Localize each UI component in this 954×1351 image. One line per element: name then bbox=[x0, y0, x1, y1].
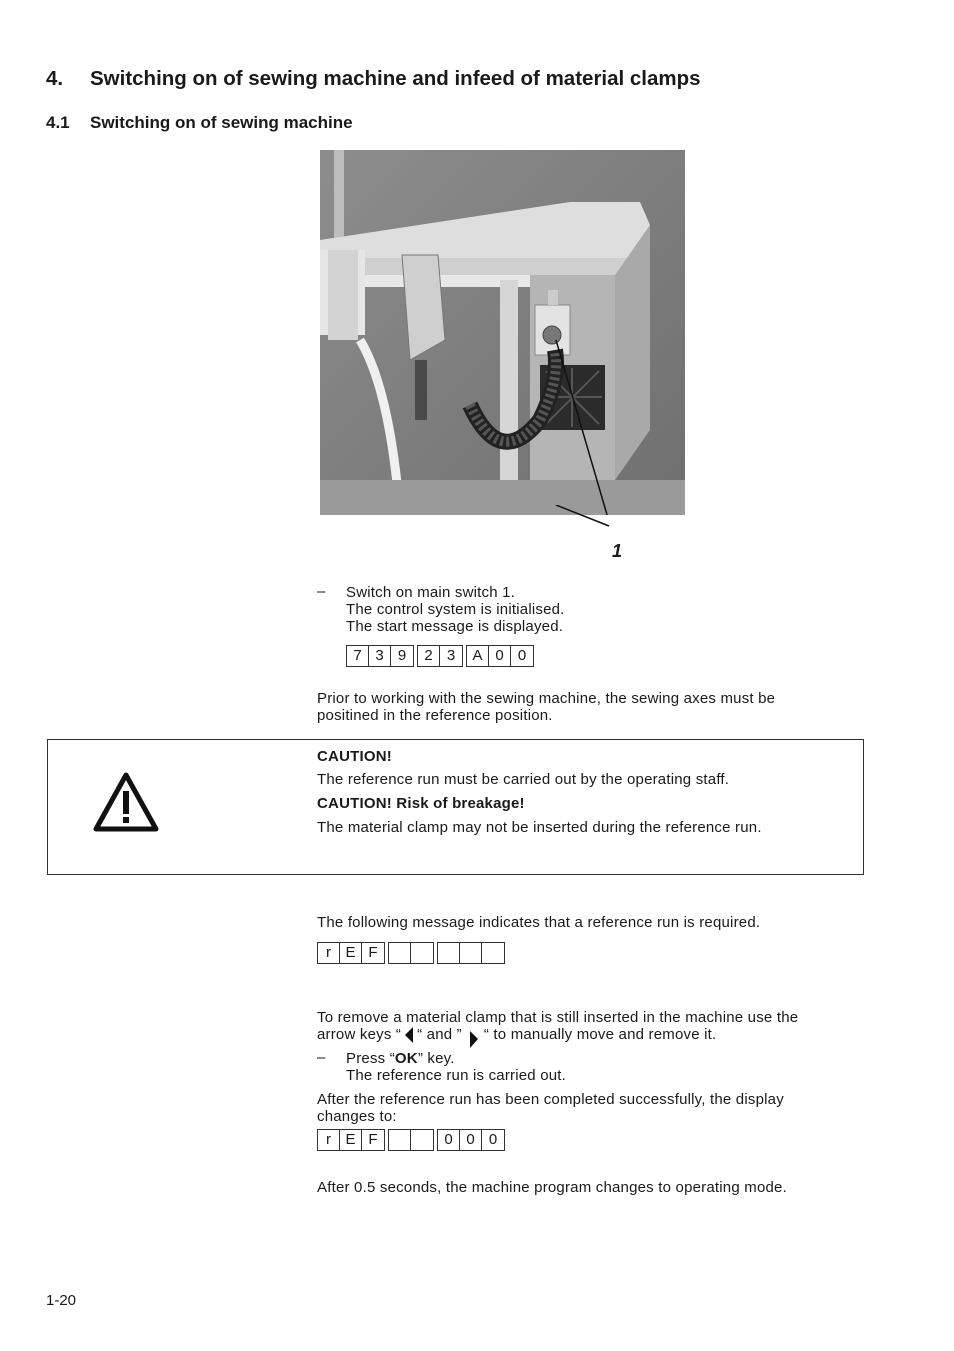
machine-photo bbox=[320, 150, 685, 515]
display-ref-done bbox=[317, 1129, 508, 1151]
remove-line2 bbox=[317, 1026, 716, 1049]
display-cell bbox=[482, 943, 504, 963]
caution1-text: The reference run must be carried out by the operating staff. bbox=[317, 771, 730, 788]
display-group bbox=[317, 942, 385, 964]
display-cell: F bbox=[368, 944, 378, 961]
step1-line1: Switch on main switch 1. bbox=[346, 584, 516, 601]
after-line1: After the reference run has been completed successfully, the display bbox=[317, 1091, 784, 1108]
display-cell bbox=[460, 943, 482, 963]
after-paragraph bbox=[317, 1091, 784, 1125]
display-cell: 7 bbox=[347, 646, 369, 666]
display-cell bbox=[411, 943, 433, 963]
callout-leader-line bbox=[550, 505, 620, 530]
ok-key-label: OK bbox=[394, 1050, 418, 1067]
subsection-heading bbox=[46, 113, 353, 133]
step2-text bbox=[346, 1050, 566, 1084]
arrow-right-key-icon bbox=[462, 1027, 484, 1049]
display-cell bbox=[389, 1130, 411, 1150]
display-cell: 0 bbox=[489, 646, 511, 666]
section-title: Switching on of sewing machine and infeed of material clamps bbox=[90, 67, 701, 90]
step1-line2: The control system is initialised. bbox=[346, 601, 565, 618]
display-ref-required bbox=[317, 942, 508, 964]
display-cell: 9 bbox=[397, 647, 407, 664]
display-group bbox=[346, 645, 414, 667]
display-cell: 3 bbox=[369, 646, 391, 666]
callout-label: 1 bbox=[612, 541, 623, 561]
caution2-text: The material clamp may not be inserted during the reference run. bbox=[317, 819, 762, 836]
display-cell bbox=[411, 1130, 433, 1150]
display-group bbox=[388, 942, 434, 964]
display-cell: F bbox=[368, 1131, 378, 1148]
display-cell: A bbox=[467, 646, 489, 666]
caution2-title: CAUTION! Risk of breakage! bbox=[317, 795, 525, 812]
warning-triangle-icon bbox=[92, 771, 160, 833]
page-number: 1-20 bbox=[46, 1292, 77, 1309]
display-cell: E bbox=[340, 943, 362, 963]
display-group bbox=[437, 1129, 505, 1151]
following-paragraph: The following message indicates that a reference run is required. bbox=[317, 914, 761, 931]
list-dash: – bbox=[317, 1049, 326, 1066]
display-group bbox=[388, 1129, 434, 1151]
arrow-left-key-icon bbox=[401, 1026, 417, 1044]
section-heading bbox=[46, 67, 701, 91]
step1-line3: The start message is displayed. bbox=[346, 618, 564, 635]
display-cell: E bbox=[340, 1130, 362, 1150]
display-group bbox=[437, 942, 505, 964]
step2-post: ” key. bbox=[417, 1050, 455, 1067]
subsection-number: 4.1 bbox=[46, 113, 70, 132]
step2-line2: The reference run is carried out. bbox=[346, 1067, 567, 1084]
display-cell: 2 bbox=[418, 646, 440, 666]
prior-paragraph bbox=[317, 690, 775, 724]
display-cell bbox=[389, 943, 411, 963]
display-cell: 0 bbox=[460, 1130, 482, 1150]
display-cell: r bbox=[318, 943, 340, 963]
remove-line2-part3: “ to manually move and remove it. bbox=[483, 1026, 717, 1043]
step1-text bbox=[346, 584, 565, 635]
subsection-title: Switching on of sewing machine bbox=[90, 113, 353, 132]
remove-line1: To remove a material clamp that is still inserted in the machine use the bbox=[317, 1009, 799, 1026]
prior-line2: positined in the reference position. bbox=[317, 707, 553, 724]
display-cell: 0 bbox=[517, 647, 527, 664]
after-line2: changes to: bbox=[317, 1108, 397, 1125]
caution1-title: CAUTION! bbox=[317, 748, 392, 765]
display-group bbox=[317, 1129, 385, 1151]
display-cell: 0 bbox=[488, 1131, 498, 1148]
final-paragraph: After 0.5 seconds, the machine program changes to operating mode. bbox=[317, 1179, 787, 1196]
display-cell: r bbox=[318, 1130, 340, 1150]
display-cell bbox=[438, 943, 460, 963]
display-group bbox=[466, 645, 534, 667]
remove-line2-part2: “ and ” bbox=[417, 1026, 462, 1043]
display-start-message bbox=[346, 645, 537, 667]
section-number: 4. bbox=[46, 67, 64, 90]
display-group bbox=[417, 645, 463, 667]
list-dash: – bbox=[317, 583, 326, 600]
display-cell: 3 bbox=[446, 647, 456, 664]
display-cell: 0 bbox=[438, 1130, 460, 1150]
step2-line1 bbox=[346, 1050, 566, 1067]
remove-line2-part1: arrow keys “ bbox=[317, 1026, 402, 1043]
step2-pre: Press “ bbox=[346, 1050, 395, 1067]
prior-line1: Prior to working with the sewing machine, the sewing axes must be bbox=[317, 690, 776, 707]
